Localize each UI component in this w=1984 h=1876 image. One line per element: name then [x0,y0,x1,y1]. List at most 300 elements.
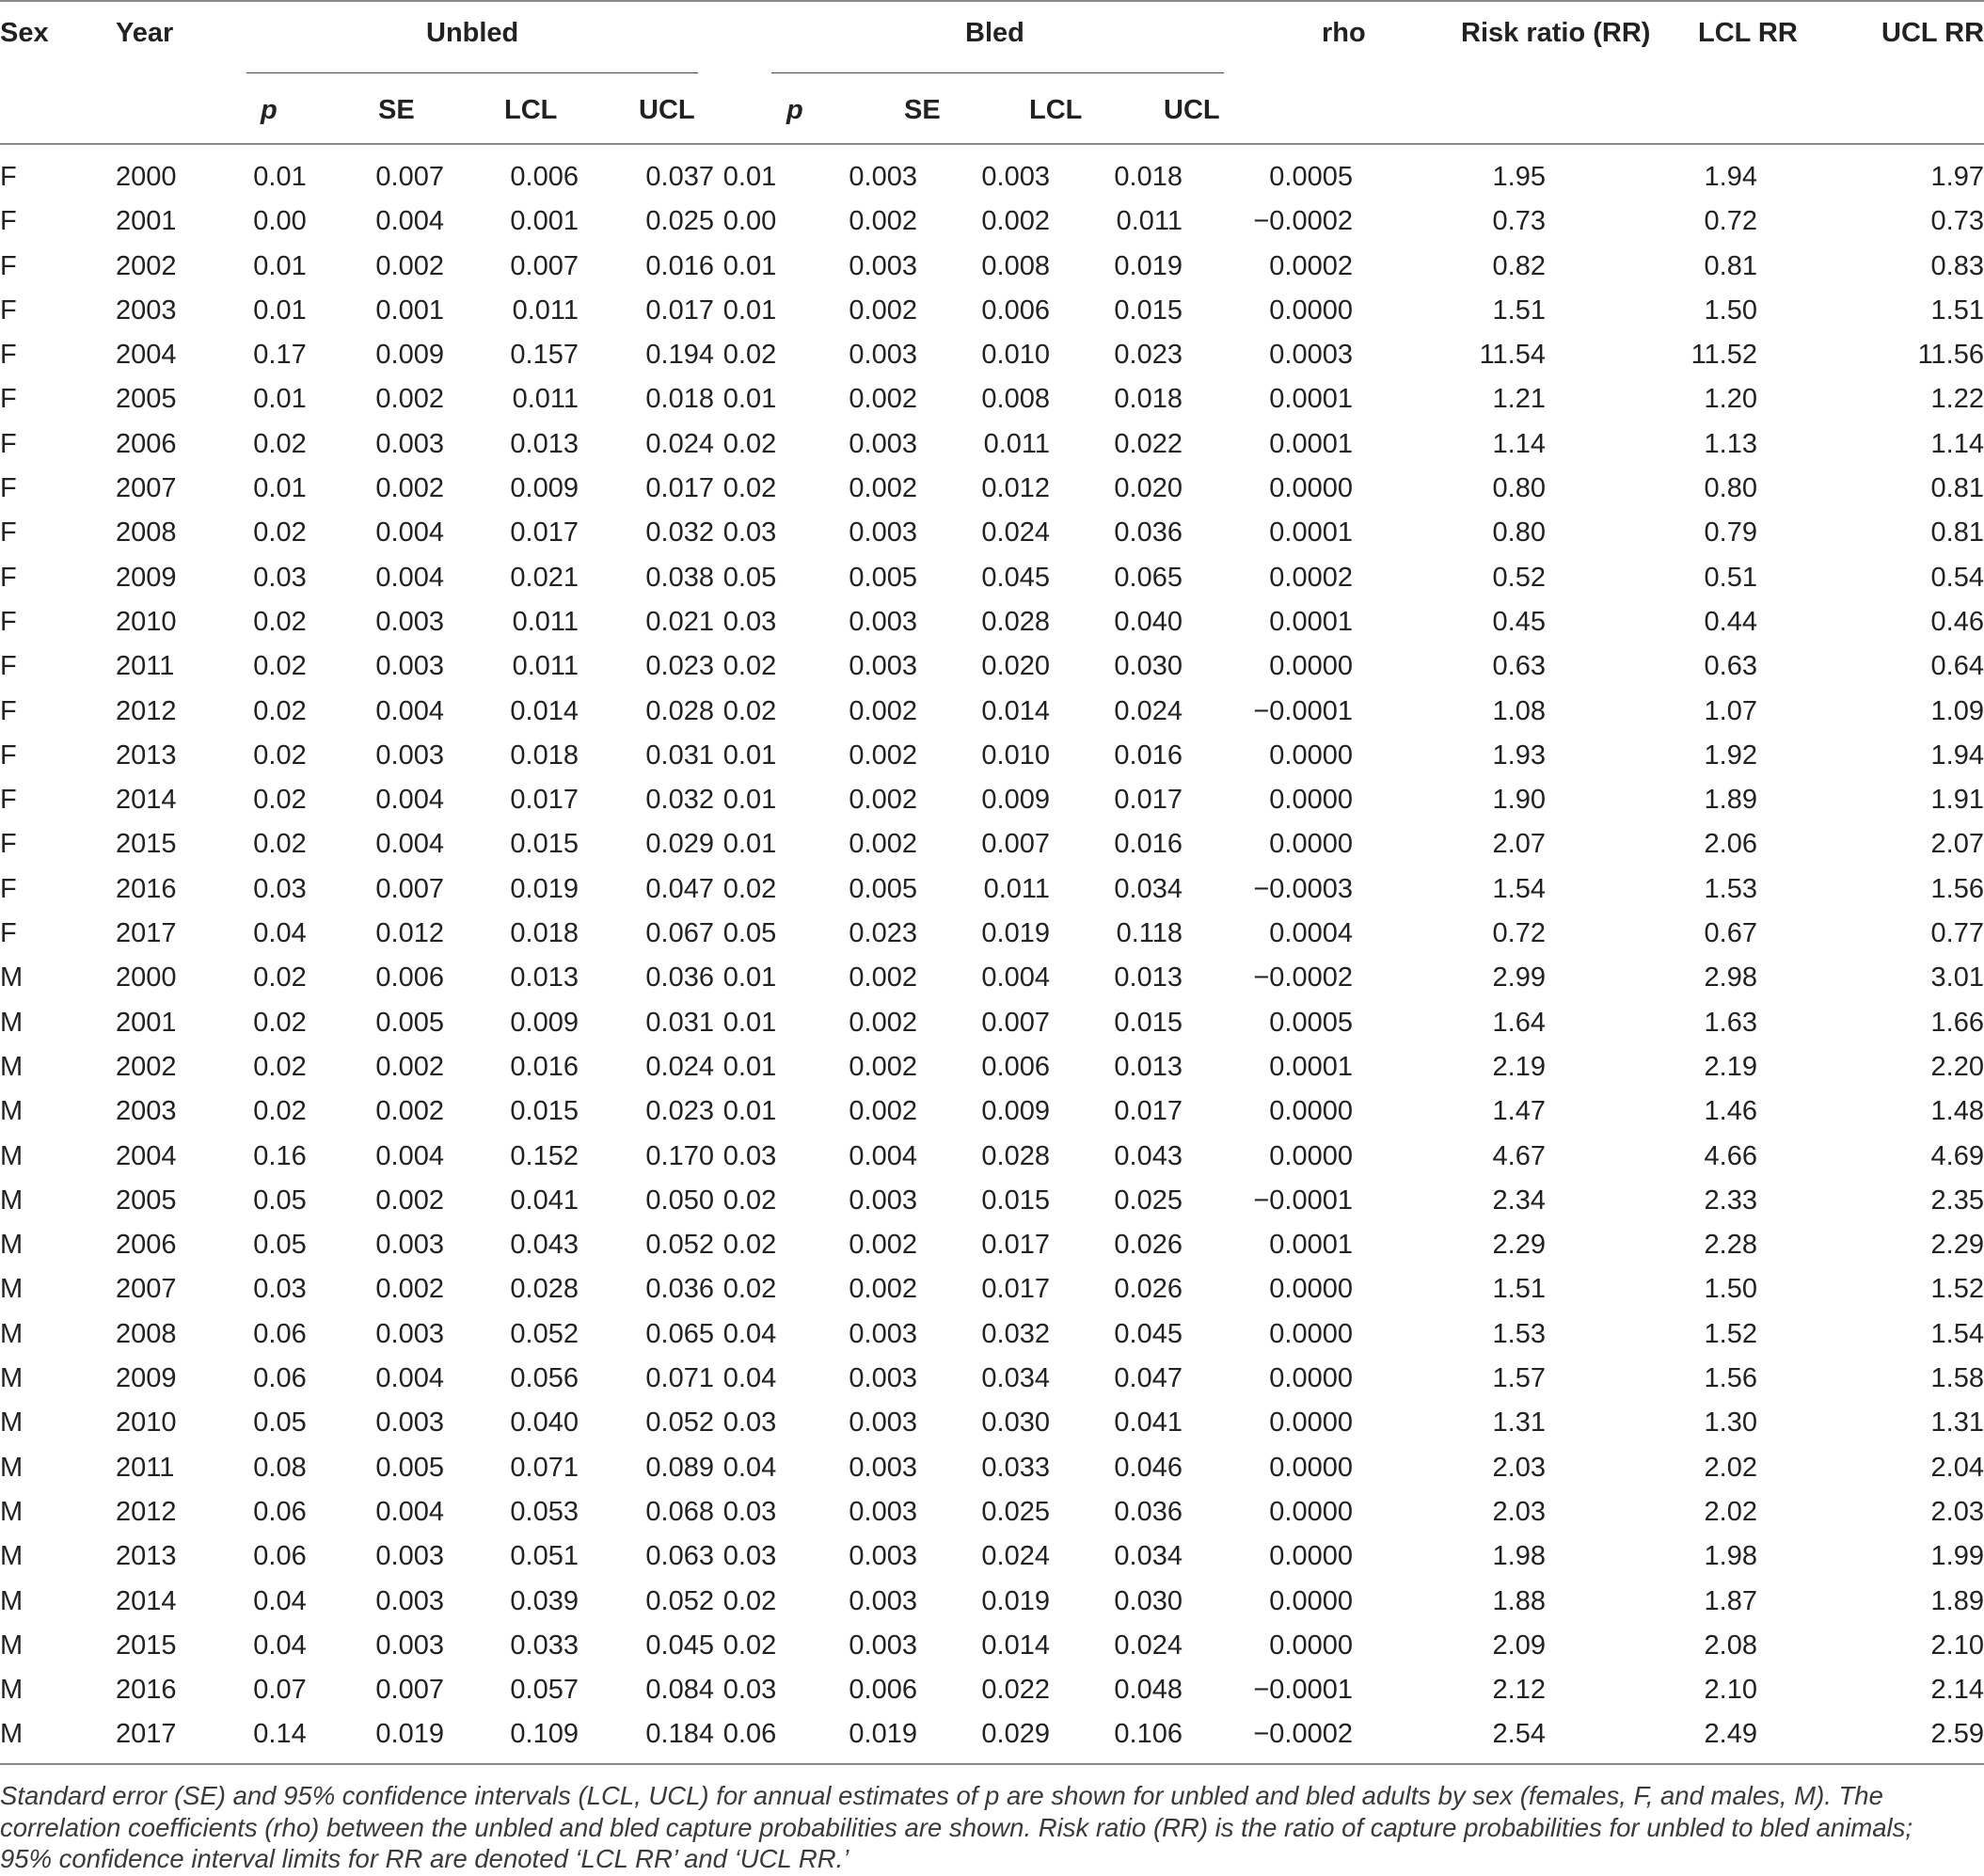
cell-bled-lcl: 0.010 [981,340,1050,371]
cell-bled-lcl: 0.003 [981,162,1050,192]
cell-rho: 0.0000 [1269,1630,1353,1661]
cell-bled-p: 0.02 [722,695,777,726]
cell-bled-lcl: 0.006 [981,1051,1050,1082]
bled-group-rule [771,72,1224,73]
cell-unbled-p: 0.02 [253,651,307,682]
cell-bled-lcl: 0.007 [981,1007,1050,1038]
cell-unbled-lcl: 0.152 [510,1140,579,1171]
cell-unbled-ucl: 0.023 [645,651,714,682]
cell-risk-ratio: 11.54 [1479,340,1546,371]
cell-bled-p: 0.01 [722,384,777,415]
cell-unbled-lcl: 0.017 [510,785,579,816]
cell-unbled-lcl: 0.041 [510,1184,579,1216]
cell-bled-se: 0.005 [849,873,917,904]
cell-bled-se: 0.003 [849,1184,917,1216]
cell-rho: 0.0000 [1269,1585,1353,1616]
cell-bled-lcl: 0.032 [981,1318,1050,1349]
cell-unbled-ucl: 0.065 [645,1318,714,1349]
cell-risk-ratio: 0.80 [1492,473,1546,504]
cell-rho: −0.0003 [1253,873,1353,904]
header-rho: rho [1322,18,1366,48]
cell-sex: F [0,562,17,593]
cell-risk-ratio: 1.64 [1492,1007,1546,1038]
cell-unbled-p: 0.02 [253,428,307,459]
cell-rho: 0.0000 [1269,294,1353,326]
cell-year: 2008 [116,1318,177,1349]
cell-rho: 0.0000 [1269,1274,1353,1305]
cell-unbled-p: 0.01 [253,294,307,326]
cell-risk-ratio: 2.09 [1492,1630,1546,1661]
cell-unbled-ucl: 0.036 [645,1274,714,1305]
cell-rho: 0.0001 [1269,1230,1353,1261]
cell-unbled-se: 0.001 [375,294,444,326]
cell-rho: −0.0002 [1253,1719,1353,1750]
cell-bled-ucl: 0.013 [1114,962,1182,994]
cell-bled-p: 0.05 [722,918,777,949]
table-row [0,1179,1984,1223]
cell-bled-ucl: 0.016 [1114,829,1182,860]
cell-unbled-lcl: 0.051 [510,1541,579,1572]
subheader-unbled-se: SE [378,95,415,125]
table-row [0,1401,1984,1445]
cell-risk-ratio: 1.31 [1492,1407,1546,1439]
table-row [0,1267,1984,1312]
cell-ucl-rr: 2.59 [1930,1719,1984,1750]
table-row [0,1624,1984,1668]
cell-unbled-se: 0.003 [375,1230,444,1261]
table-row [0,333,1984,377]
cell-ucl-rr: 0.54 [1930,562,1984,593]
cell-bled-p: 0.06 [722,1719,777,1750]
table-row [0,199,1984,244]
cell-unbled-ucl: 0.021 [645,606,714,637]
cell-sex: F [0,206,17,237]
cell-bled-lcl: 0.010 [981,739,1050,771]
cell-rho: 0.0000 [1269,1363,1353,1394]
cell-year: 2007 [116,1274,177,1305]
cell-unbled-lcl: 0.157 [510,340,579,371]
cell-bled-ucl: 0.040 [1114,606,1182,637]
cell-year: 2017 [116,918,177,949]
cell-sex: M [0,1096,24,1127]
cell-lcl-rr: 1.98 [1704,1541,1757,1572]
cell-ucl-rr: 1.52 [1930,1274,1984,1305]
cell-unbled-se: 0.019 [375,1719,444,1750]
cell-unbled-se: 0.007 [375,162,444,192]
table-row [0,600,1984,644]
cell-unbled-se: 0.003 [375,1318,444,1349]
cell-unbled-p: 0.06 [253,1496,307,1527]
cell-lcl-rr: 2.02 [1704,1452,1757,1483]
cell-lcl-rr: 0.44 [1704,606,1757,637]
cell-bled-p: 0.01 [722,162,777,192]
cell-bled-ucl: 0.024 [1114,695,1182,726]
cell-bled-se: 0.002 [849,1051,917,1082]
subheader-unbled-ucl: UCL [639,95,695,125]
cell-ucl-rr: 2.07 [1930,829,1984,860]
cell-bled-lcl: 0.028 [981,1140,1050,1171]
cell-ucl-rr: 1.91 [1930,785,1984,816]
cell-bled-p: 0.04 [722,1452,777,1483]
cell-unbled-p: 0.02 [253,962,307,994]
cell-unbled-ucl: 0.068 [645,1496,714,1527]
cell-year: 2016 [116,1675,177,1706]
cell-bled-se: 0.005 [849,562,917,593]
cell-bled-ucl: 0.024 [1114,1630,1182,1661]
cell-unbled-ucl: 0.047 [645,873,714,904]
cell-bled-lcl: 0.033 [981,1452,1050,1483]
table-row [0,912,1984,956]
cell-lcl-rr: 0.67 [1704,918,1757,949]
cell-unbled-se: 0.003 [375,1630,444,1661]
cell-bled-ucl: 0.036 [1114,517,1182,548]
cell-bled-ucl: 0.022 [1114,428,1182,459]
cell-ucl-rr: 1.22 [1930,384,1984,415]
cell-rho: 0.0004 [1269,918,1353,949]
cell-risk-ratio: 0.63 [1492,651,1546,682]
cell-ucl-rr: 2.04 [1930,1452,1984,1483]
cell-rho: 0.0005 [1269,162,1353,192]
cell-unbled-ucl: 0.025 [645,206,714,237]
cell-ucl-rr: 0.77 [1930,918,1984,949]
cell-unbled-se: 0.005 [375,1007,444,1038]
cell-unbled-se: 0.004 [375,517,444,548]
cell-risk-ratio: 1.95 [1492,162,1546,192]
cell-year: 2005 [116,384,177,415]
cell-bled-ucl: 0.106 [1114,1719,1182,1750]
table-row [0,245,1984,289]
cell-unbled-se: 0.003 [375,606,444,637]
cell-unbled-ucl: 0.050 [645,1184,714,1216]
cell-unbled-p: 0.02 [253,1051,307,1082]
cell-ucl-rr: 2.20 [1930,1051,1984,1082]
cell-unbled-ucl: 0.184 [645,1719,714,1750]
cell-unbled-se: 0.003 [375,1407,444,1439]
cell-lcl-rr: 1.94 [1704,162,1757,192]
cell-rho: 0.0002 [1269,250,1353,281]
cell-unbled-se: 0.004 [375,206,444,237]
cell-risk-ratio: 4.67 [1492,1140,1546,1171]
cell-bled-lcl: 0.029 [981,1719,1050,1750]
cell-bled-ucl: 0.034 [1114,873,1182,904]
cell-unbled-ucl: 0.036 [645,962,714,994]
cell-risk-ratio: 2.12 [1492,1675,1546,1706]
cell-unbled-lcl: 0.014 [510,695,579,726]
cell-risk-ratio: 1.53 [1492,1318,1546,1349]
cell-bled-lcl: 0.019 [981,918,1050,949]
cell-year: 2009 [116,1363,177,1394]
cell-unbled-lcl: 0.017 [510,517,579,548]
cell-unbled-ucl: 0.016 [645,250,714,281]
cell-sex: M [0,1675,24,1706]
cell-unbled-p: 0.04 [253,1630,307,1661]
cell-bled-se: 0.003 [849,340,917,371]
cell-unbled-ucl: 0.029 [645,829,714,860]
cell-sex: M [0,1274,24,1305]
cell-unbled-lcl: 0.009 [510,1007,579,1038]
cell-rho: 0.0000 [1269,739,1353,771]
cell-risk-ratio: 2.03 [1492,1452,1546,1483]
cell-ucl-rr: 2.10 [1930,1630,1984,1661]
table-row [0,644,1984,689]
cell-bled-ucl: 0.017 [1114,1096,1182,1127]
cell-unbled-lcl: 0.011 [512,651,579,682]
table-row [0,1135,1984,1179]
cell-unbled-p: 0.04 [253,918,307,949]
cell-unbled-lcl: 0.015 [510,1096,579,1127]
cell-unbled-se: 0.004 [375,1363,444,1394]
cell-rho: −0.0001 [1253,695,1353,726]
cell-bled-ucl: 0.047 [1114,1363,1182,1394]
cell-bled-p: 0.01 [722,250,777,281]
cell-unbled-ucl: 0.052 [645,1230,714,1261]
cell-lcl-rr: 1.07 [1704,695,1757,726]
cell-unbled-lcl: 0.039 [510,1585,579,1616]
cell-ucl-rr: 1.94 [1930,739,1984,771]
cell-bled-lcl: 0.030 [981,1407,1050,1439]
cell-risk-ratio: 2.19 [1492,1051,1546,1082]
cell-bled-p: 0.01 [722,739,777,771]
cell-rho: 0.0000 [1269,1140,1353,1171]
cell-bled-ucl: 0.030 [1114,1585,1182,1616]
cell-unbled-se: 0.009 [375,340,444,371]
cell-unbled-lcl: 0.021 [510,562,579,593]
cell-year: 2005 [116,1184,177,1216]
cell-unbled-p: 0.16 [253,1140,307,1171]
cell-bled-lcl: 0.014 [981,1630,1050,1661]
cell-risk-ratio: 1.57 [1492,1363,1546,1394]
cell-bled-ucl: 0.025 [1114,1184,1182,1216]
cell-bled-se: 0.003 [849,1541,917,1572]
cell-year: 2004 [116,340,177,371]
cell-bled-se: 0.003 [849,428,917,459]
cell-bled-ucl: 0.065 [1114,562,1182,593]
cell-year: 2004 [116,1140,177,1171]
cell-lcl-rr: 1.20 [1704,384,1757,415]
cell-bled-lcl: 0.004 [981,962,1050,994]
cell-year: 2017 [116,1719,177,1750]
cell-year: 2003 [116,294,177,326]
cell-risk-ratio: 0.80 [1492,517,1546,548]
cell-bled-lcl: 0.006 [981,294,1050,326]
cell-year: 2006 [116,1230,177,1261]
cell-bled-p: 0.01 [722,1051,777,1082]
cell-bled-se: 0.003 [849,1407,917,1439]
cell-bled-lcl: 0.008 [981,384,1050,415]
cell-lcl-rr: 11.52 [1690,340,1757,371]
cell-unbled-p: 0.01 [253,384,307,415]
table-row [0,289,1984,333]
cell-year: 2013 [116,1541,177,1572]
cell-risk-ratio: 0.82 [1492,250,1546,281]
cell-unbled-se: 0.004 [375,562,444,593]
table-top-rule [0,0,1984,2]
table-row [0,1089,1984,1134]
cell-risk-ratio: 2.03 [1492,1496,1546,1527]
cell-bled-lcl: 0.034 [981,1363,1050,1394]
cell-bled-p: 0.02 [722,651,777,682]
caption-line-3: 95% confidence interval limits for RR are denoted ‘LCL RR’ and ‘UCL RR.’ [0,1844,849,1873]
cell-unbled-ucl: 0.031 [645,739,714,771]
header-bottom-rule [0,143,1984,145]
cell-sex: M [0,1184,24,1216]
table-row [0,1490,1984,1534]
cell-bled-p: 0.00 [722,206,777,237]
cell-unbled-p: 0.05 [253,1407,307,1439]
cell-bled-se: 0.002 [849,695,917,726]
table-bottom-rule [0,1763,1984,1765]
cell-unbled-lcl: 0.011 [512,384,579,415]
cell-sex: F [0,785,17,816]
table-row [0,422,1984,467]
cell-unbled-ucl: 0.052 [645,1585,714,1616]
cell-unbled-se: 0.002 [375,1274,444,1305]
cell-year: 2011 [116,651,175,682]
cell-unbled-p: 0.02 [253,1096,307,1127]
cell-bled-lcl: 0.009 [981,785,1050,816]
cell-risk-ratio: 1.51 [1492,1274,1546,1305]
cell-unbled-lcl: 0.015 [510,829,579,860]
cell-unbled-se: 0.004 [375,829,444,860]
cell-unbled-p: 0.14 [253,1719,307,1750]
cell-bled-se: 0.003 [849,651,917,682]
cell-lcl-rr: 1.63 [1704,1007,1757,1038]
cell-lcl-rr: 1.53 [1704,873,1757,904]
cell-lcl-rr: 2.28 [1704,1230,1757,1261]
cell-bled-se: 0.003 [849,1496,917,1527]
cell-lcl-rr: 1.52 [1704,1318,1757,1349]
cell-unbled-lcl: 0.018 [510,739,579,771]
cell-year: 2011 [116,1452,175,1483]
cell-unbled-p: 0.02 [253,1007,307,1038]
cell-bled-se: 0.002 [849,206,917,237]
cell-lcl-rr: 2.19 [1704,1051,1757,1082]
table-row [0,1668,1984,1712]
cell-risk-ratio: 1.47 [1492,1096,1546,1127]
cell-lcl-rr: 1.50 [1704,294,1757,326]
cell-unbled-se: 0.003 [375,739,444,771]
cell-unbled-lcl: 0.011 [512,294,579,326]
cell-bled-p: 0.03 [722,517,777,548]
cell-bled-ucl: 0.045 [1114,1318,1182,1349]
cell-ucl-rr: 3.01 [1930,962,1984,994]
cell-rho: 0.0000 [1269,1096,1353,1127]
cell-bled-p: 0.03 [722,1140,777,1171]
cell-bled-lcl: 0.007 [981,829,1050,860]
header-risk-ratio: Risk ratio (RR) [1461,18,1651,48]
cell-year: 2003 [116,1096,177,1127]
cell-rho: 0.0001 [1269,1051,1353,1082]
table-row [0,1580,1984,1624]
cell-bled-ucl: 0.023 [1114,340,1182,371]
cell-bled-p: 0.01 [722,1007,777,1038]
cell-unbled-lcl: 0.033 [510,1630,579,1661]
cell-year: 2001 [116,206,177,237]
table-row [0,956,1984,1000]
cell-risk-ratio: 0.45 [1492,606,1546,637]
cell-ucl-rr: 2.14 [1930,1675,1984,1706]
cell-unbled-p: 0.06 [253,1541,307,1572]
cell-unbled-ucl: 0.032 [645,785,714,816]
cell-bled-p: 0.02 [722,1184,777,1216]
caption-line-1: Standard error (SE) and 95% confidence intervals (LCL, UCL) for annual estimates of p are shown for unbled and bled adults by sex (females, F, and males, M). The [0,1781,1883,1810]
table-row [0,867,1984,912]
cell-bled-ucl: 0.041 [1114,1407,1182,1439]
cell-year: 2014 [116,1585,177,1616]
cell-bled-lcl: 0.015 [981,1184,1050,1216]
cell-unbled-p: 0.01 [253,473,307,504]
cell-bled-ucl: 0.048 [1114,1675,1182,1706]
cell-unbled-lcl: 0.019 [510,873,579,904]
cell-lcl-rr: 0.72 [1704,206,1757,237]
cell-bled-se: 0.002 [849,1230,917,1261]
cell-bled-se: 0.003 [849,1452,917,1483]
cell-sex: F [0,829,17,860]
cell-bled-ucl: 0.018 [1114,384,1182,415]
cell-unbled-lcl: 0.040 [510,1407,579,1439]
cell-ucl-rr: 11.56 [1917,340,1984,371]
cell-bled-ucl: 0.034 [1114,1541,1182,1572]
cell-bled-lcl: 0.011 [983,873,1050,904]
cell-unbled-p: 0.06 [253,1363,307,1394]
cell-bled-se: 0.004 [849,1140,917,1171]
cell-bled-p: 0.03 [722,1541,777,1572]
cell-risk-ratio: 1.51 [1492,294,1546,326]
cell-ucl-rr: 1.14 [1930,428,1984,459]
table-row [0,467,1984,511]
cell-ucl-rr: 2.29 [1930,1230,1984,1261]
cell-unbled-lcl: 0.109 [510,1719,579,1750]
cell-unbled-se: 0.002 [375,1096,444,1127]
cell-bled-lcl: 0.020 [981,651,1050,682]
cell-ucl-rr: 0.73 [1930,206,1984,237]
cell-bled-p: 0.02 [722,1274,777,1305]
cell-bled-p: 0.02 [722,340,777,371]
data-table [0,155,1984,1757]
unbled-group-rule [246,72,698,73]
cell-unbled-p: 0.02 [253,606,307,637]
cell-lcl-rr: 0.79 [1704,517,1757,548]
cell-bled-se: 0.002 [849,473,917,504]
cell-bled-p: 0.01 [722,785,777,816]
cell-unbled-p: 0.07 [253,1675,307,1706]
cell-risk-ratio: 2.34 [1492,1184,1546,1216]
cell-unbled-p: 0.05 [253,1184,307,1216]
cell-bled-ucl: 0.043 [1114,1140,1182,1171]
table-row [0,155,1984,199]
table-body [0,155,1984,1757]
cell-unbled-se: 0.012 [375,918,444,949]
cell-sex: M [0,1541,24,1572]
table-row [0,1223,1984,1267]
cell-bled-ucl: 0.019 [1114,250,1182,281]
cell-rho: 0.0001 [1269,384,1353,415]
cell-sex: M [0,1140,24,1171]
header-ucl-rr: UCL RR [1881,18,1984,48]
cell-sex: M [0,1318,24,1349]
cell-unbled-ucl: 0.023 [645,1096,714,1127]
table-row [0,1712,1984,1757]
cell-risk-ratio: 1.14 [1492,428,1546,459]
cell-bled-p: 0.01 [722,294,777,326]
cell-unbled-se: 0.004 [375,1496,444,1527]
cell-year: 2000 [116,962,177,994]
cell-sex: F [0,473,17,504]
cell-ucl-rr: 2.35 [1930,1184,1984,1216]
cell-bled-ucl: 0.018 [1114,162,1182,192]
cell-year: 2008 [116,517,177,548]
cell-sex: M [0,1452,24,1483]
